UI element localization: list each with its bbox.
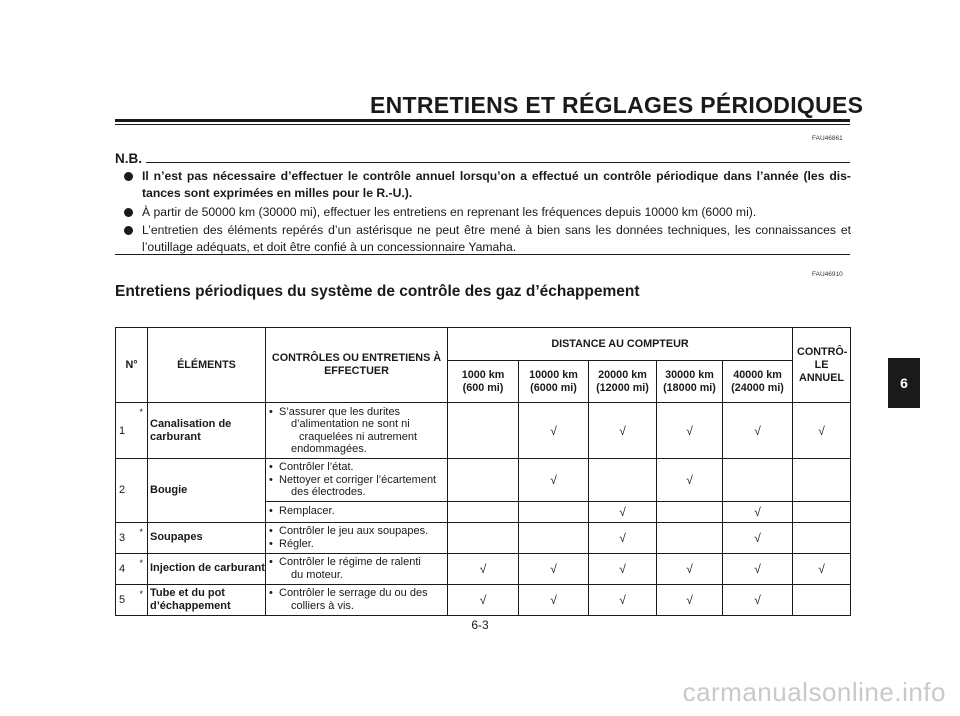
check-cell [448, 501, 519, 522]
header-km-3: 30000 km (18000 mi) [657, 361, 723, 403]
row-element: Tube et du pot d’échappement [148, 584, 266, 615]
check-cell: √ [657, 459, 723, 502]
table-row [116, 403, 851, 459]
check-cell [519, 501, 589, 522]
check-cell [793, 501, 851, 522]
row-action: • Contrôler l’état. • Nettoyer et corriger l’écartement des électrodes. [266, 459, 448, 502]
maintenance-table [115, 327, 851, 616]
check-cell: √ [657, 403, 723, 459]
check-cell: √ [723, 501, 793, 522]
check-cell: √ [448, 584, 519, 615]
page-number: 6-3 [471, 618, 489, 632]
check-cell: √ [519, 553, 589, 584]
header-km-2: 20000 km (12000 mi) [589, 361, 657, 403]
nb-item-text: Il n’est pas nécessaire d’effectuer le contrôle annuel lorsqu’on a effectué un contrôle périodique dans l’année (les dis-tances sont exprimées en milles pour le R.-U.). [142, 169, 851, 200]
check-cell [793, 522, 851, 553]
check-cell: √ [589, 522, 657, 553]
check-cell: √ [723, 403, 793, 459]
header-km-1: 10000 km (6000 mi) [519, 361, 589, 403]
header-num: N° [116, 328, 148, 403]
table-row [116, 459, 851, 502]
nb-item [124, 222, 851, 256]
nb-item [124, 168, 851, 202]
check-cell [519, 522, 589, 553]
row-num: 2 [116, 459, 136, 523]
check-cell: √ [448, 553, 519, 584]
watermark: carmanualsonline.info [682, 677, 946, 707]
table-row [116, 584, 851, 615]
check-cell [793, 459, 851, 502]
check-cell [589, 459, 657, 502]
check-cell: √ [519, 403, 589, 459]
row-action: • Contrôler le serrage du ou des colliers à vis. [266, 584, 448, 615]
table-row [116, 522, 851, 553]
check-cell [657, 522, 723, 553]
bullet-icon [124, 226, 133, 235]
section-reference-code: FAU46910 [812, 271, 843, 278]
row-num: 3 [116, 522, 136, 553]
row-star: * [136, 584, 148, 615]
page-title: ENTRETIENS ET RÉGLAGES PÉRIODIQUES [370, 92, 864, 118]
check-cell [793, 584, 851, 615]
check-cell [448, 522, 519, 553]
check-cell: √ [589, 553, 657, 584]
header-distance: DISTANCE AU COMPTEUR [448, 328, 793, 361]
row-star: * [136, 403, 148, 459]
check-cell: √ [657, 584, 723, 615]
bullet-icon [124, 172, 133, 181]
check-cell [448, 403, 519, 459]
row-action: • Contrôler le régime de ralenti du moteur. [266, 553, 448, 584]
header-annual: CONTRÔ-LE ANNUEL [793, 328, 851, 403]
check-cell: √ [519, 584, 589, 615]
check-cell: √ [589, 403, 657, 459]
bullet-icon [124, 208, 133, 217]
check-cell: √ [589, 584, 657, 615]
row-element: Soupapes [148, 522, 266, 553]
header-element: ÉLÉMENTS [148, 328, 266, 403]
header-km-4: 40000 km (24000 mi) [723, 361, 793, 403]
check-cell: √ [519, 459, 589, 502]
header-action: CONTRÔLES OU ENTRETIENS À EFFECTUER [266, 328, 448, 403]
nb-item [124, 204, 851, 221]
check-cell: √ [657, 553, 723, 584]
title-rule [115, 119, 850, 122]
check-cell: √ [793, 553, 851, 584]
check-cell: √ [793, 403, 851, 459]
chapter-tab: 6 [888, 358, 920, 408]
row-element: Canalisation de carburant [148, 403, 266, 459]
check-cell: √ [723, 553, 793, 584]
check-cell [723, 459, 793, 502]
header-km-0: 1000 km (600 mi) [448, 361, 519, 403]
nb-item-text: L’entretien des éléments repérés d’un astérisque ne peut être mené à bien sans les données techniques, les connaissances et l’outillage adéquats, et doit être confié à un concessionnaire Yamaha. [142, 223, 851, 254]
check-cell [448, 459, 519, 502]
row-num: 1 [116, 403, 136, 459]
nb-label: N.B. [115, 151, 142, 166]
row-star: * [136, 553, 148, 584]
section-title: Entretiens périodiques du système de contrôle des gaz d’échappement [115, 283, 640, 300]
row-star: * [136, 522, 148, 553]
row-num: 5 [116, 584, 136, 615]
check-cell: √ [723, 584, 793, 615]
row-action: • S’assurer que les durites d’alimentation ne sont ni craquelées ni autrement endommagées. [266, 403, 448, 459]
row-element: Injection de carburant [148, 553, 266, 584]
nb-bottom-rule [115, 254, 850, 255]
nb-item-text: À partir de 50000 km (30000 mi), effectuer les entretiens en reprenant les fréquences depuis 10000 km (6000 mi). [142, 205, 757, 219]
row-num: 4 [116, 553, 136, 584]
row-element: Bougie [148, 459, 266, 523]
check-cell: √ [589, 501, 657, 522]
check-cell [657, 501, 723, 522]
row-action: • Contrôler le jeu aux soupapes. • Régler. [266, 522, 448, 553]
reference-code: FAU46861 [812, 135, 843, 142]
table-row [116, 553, 851, 584]
nb-rule [146, 162, 850, 163]
row-action: • Remplacer. [266, 501, 448, 522]
row-star [136, 459, 148, 523]
check-cell: √ [723, 522, 793, 553]
title-rule-thin [115, 124, 850, 125]
